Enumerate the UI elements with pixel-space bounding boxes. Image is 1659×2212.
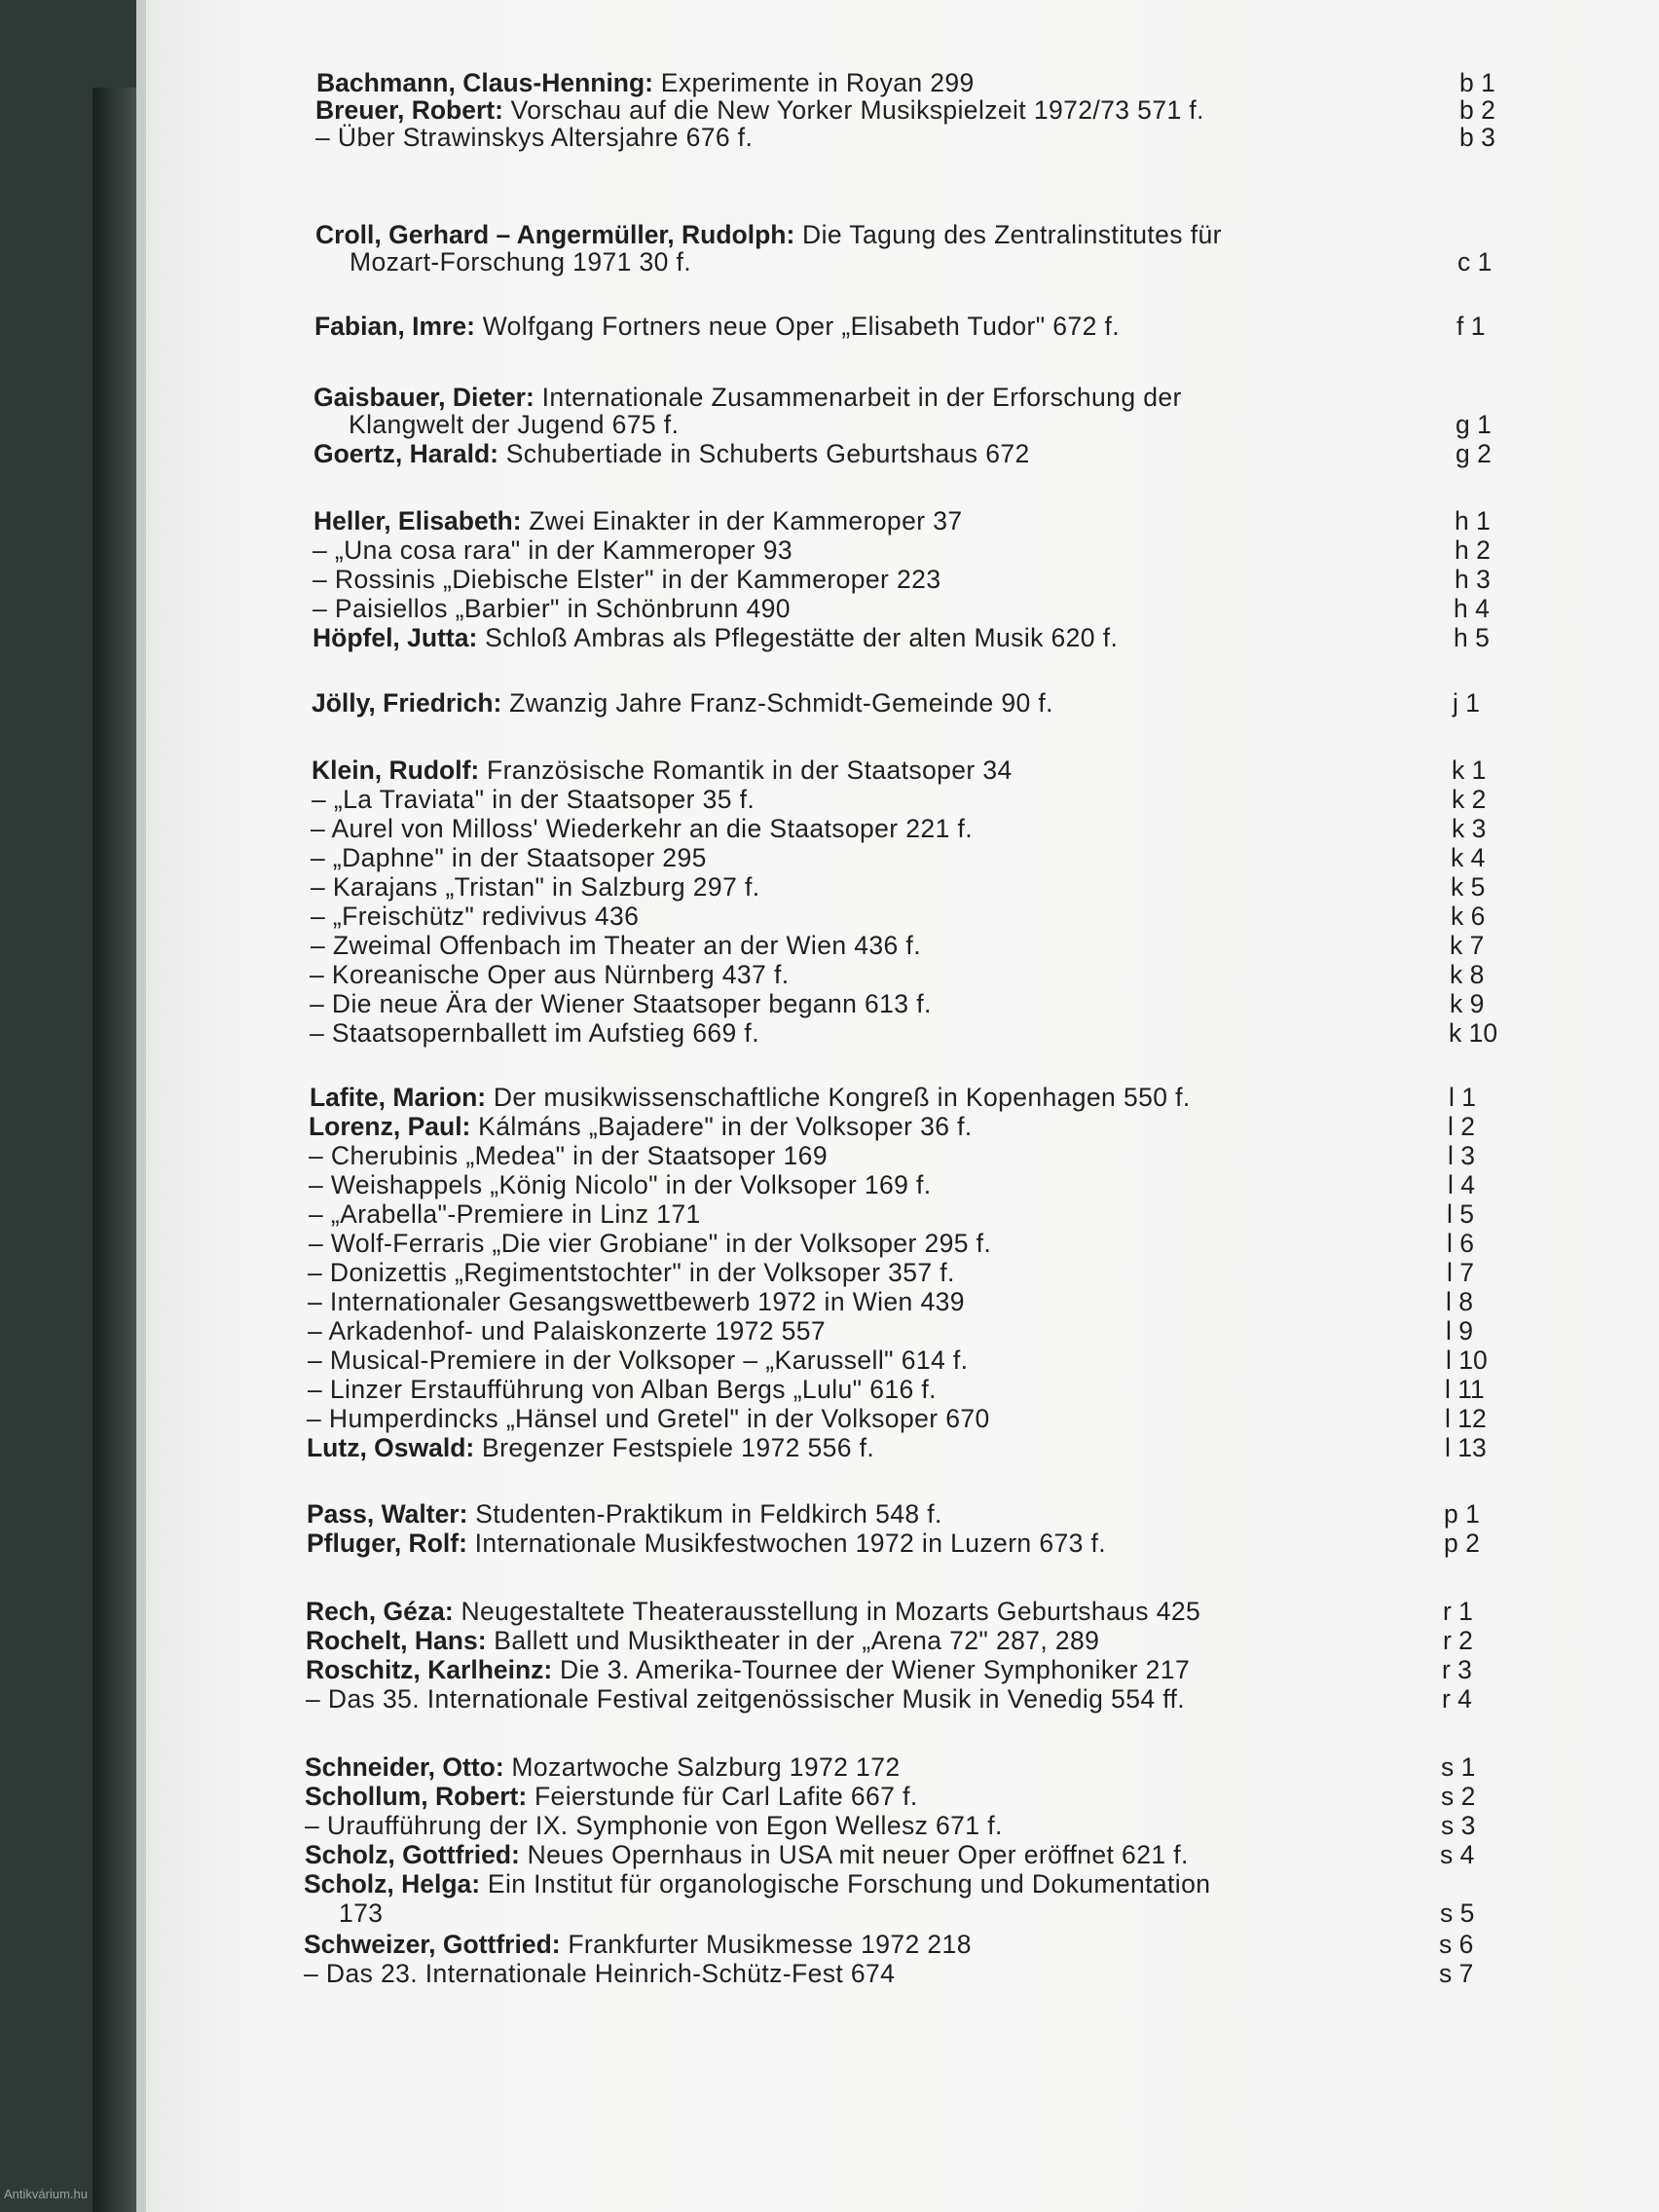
entry-code: k 3 (1452, 814, 1487, 843)
entry-code: b 3 (1459, 123, 1495, 152)
entry-title: Bregenzer Festspiele 1972 556 f. (474, 1433, 875, 1462)
entry-text (309, 1199, 701, 1230)
entry-code: l 1 (1449, 1083, 1476, 1112)
entry-code: l 11 (1445, 1375, 1485, 1404)
entry-text (307, 1433, 874, 1463)
index-entry (146, 1811, 1659, 1844)
index-entry (146, 565, 1659, 598)
entry-text (313, 506, 962, 536)
entry-title: – Über Strawinskys Altersjahre 676 f. (315, 123, 754, 152)
entry-title: Feierstunde für Carl Lafite 667 f. (527, 1782, 918, 1811)
entry-code: k 10 (1449, 1018, 1498, 1048)
index-entry (146, 1930, 1659, 1963)
entry-text (308, 1258, 955, 1288)
entry-text (307, 1529, 1106, 1559)
index-entry (146, 1899, 1659, 1932)
entry-title: Schubertiade in Schuberts Geburtshaus 672 (498, 439, 1030, 468)
entry-code: l 8 (1446, 1287, 1473, 1316)
index-entry (146, 960, 1659, 993)
entry-code: r 3 (1442, 1655, 1472, 1684)
entry-title: Ein Institut für organologische Forschung und Dokumentation (480, 1869, 1211, 1899)
entry-text (312, 756, 1013, 786)
index-entry (146, 439, 1659, 472)
entry-text (312, 688, 1053, 719)
entry-author: Schneider, Otto: (305, 1752, 504, 1782)
entry-text (304, 1869, 1210, 1899)
entry-title: – „Una cosa rara" in der Kammeroper 93 (313, 535, 793, 565)
index-entry (146, 1018, 1659, 1051)
entry-title: – Das 23. Internationale Heinrich-Schütz-Fest 674 (304, 1959, 896, 1988)
entry-text (308, 1287, 965, 1317)
entry-code: r 4 (1442, 1684, 1472, 1714)
index-entry (146, 785, 1659, 818)
entry-code: k 6 (1451, 902, 1486, 931)
entry-title: Studenten-Praktikum in Feldkirch 548 f. (467, 1499, 942, 1529)
entry-text (350, 247, 691, 277)
entry-author: Scholz, Helga: (304, 1869, 481, 1899)
entry-text (307, 1404, 990, 1434)
index-entry (146, 1529, 1659, 1562)
entry-code: l 9 (1446, 1316, 1473, 1346)
index-entry (146, 1199, 1659, 1233)
index-entry (146, 1112, 1659, 1145)
entry-title: Frankfurter Musikmesse 1972 218 (560, 1930, 972, 1959)
index-entry (146, 623, 1659, 656)
entry-title: Die Tagung des Zentralinstitutes für (794, 220, 1222, 249)
entry-author: Lutz, Oswald: (307, 1433, 475, 1462)
entry-text (306, 1597, 1200, 1627)
entry-text (308, 1375, 937, 1405)
entry-text (305, 1811, 1003, 1841)
entry-title: – Aurel von Milloss' Wiederkehr an die Staatsoper 221 f. (311, 814, 973, 843)
entry-text (308, 1346, 968, 1376)
entry-title: Internationale Musikfestwochen 1972 in Luzern 673 f. (466, 1529, 1107, 1558)
index-entry (146, 989, 1659, 1022)
entry-author: Jölly, Friedrich: (312, 688, 502, 718)
entry-title: Zwanzig Jahre Franz-Schmidt-Gemeinde 90 f. (501, 688, 1053, 718)
entry-text (304, 1930, 972, 1960)
entry-title: – Internationaler Gesangswettbewerb 1972 in Wien 439 (308, 1287, 965, 1316)
index-entry (146, 535, 1659, 569)
entry-title: Mozart-Forschung 1971 30 f. (350, 247, 692, 276)
entry-title: – Humperdincks „Hänsel und Gretel" in der Volksoper 670 (307, 1404, 990, 1433)
entry-text (315, 123, 753, 153)
entry-title: – Donizettis „Regimentstochter" in der Volksoper 357 f. (308, 1258, 955, 1287)
entry-title: Neugestaltete Theaterausstellung in Mozarts Geburtshaus 425 (453, 1597, 1201, 1626)
entry-title: – Wolf-Ferraris „Die vier Grobiane" in der Volksoper 295 f. (309, 1229, 992, 1258)
entry-code: f 1 (1456, 312, 1486, 341)
index-entry (146, 1375, 1659, 1408)
index-entries (146, 0, 1659, 2212)
entry-title: Zwei Einakter in der Kammeroper 37 (521, 506, 963, 535)
entry-code: p 2 (1444, 1529, 1480, 1558)
entry-title: Kálmáns „Bajadere" in der Volksoper 36 f. (470, 1112, 973, 1141)
entry-code: l 7 (1447, 1258, 1474, 1287)
index-entry (146, 1959, 1659, 1992)
entry-author: Croll, Gerhard – Angermüller, Rudolph: (315, 220, 795, 249)
entry-title: – Weishappels „König Nicolo" in der Volksoper 169 f. (309, 1170, 932, 1199)
entry-text (306, 1655, 1190, 1685)
entry-text (349, 410, 679, 440)
index-entry (146, 814, 1659, 847)
entry-text (309, 1112, 973, 1142)
index-entry (146, 1597, 1659, 1630)
entry-title: Mozartwoche Salzburg 1972 172 (503, 1752, 901, 1782)
entry-text (310, 1018, 759, 1049)
entry-title: – Staatsopernballett im Aufstieg 669 f. (310, 1018, 759, 1048)
index-entry (146, 1170, 1659, 1203)
entry-title: – „La Traviata" in der Staatsoper 35 f. (312, 785, 756, 814)
entry-title: – Karajans „Tristan" in Salzburg 297 f. (311, 872, 760, 902)
entry-code: k 7 (1450, 931, 1485, 960)
entry-text (304, 1959, 895, 1989)
entry-code: c 1 (1457, 247, 1493, 276)
index-entry (146, 1869, 1659, 1902)
entry-text (313, 535, 793, 566)
entry-code: l 3 (1448, 1141, 1475, 1170)
index-entry (146, 1083, 1659, 1116)
index-entry (146, 931, 1659, 964)
index-entry (146, 1782, 1659, 1815)
entry-code: l 6 (1447, 1229, 1474, 1258)
entry-code: p 1 (1444, 1499, 1480, 1529)
index-entry (146, 1499, 1659, 1532)
index-entry (146, 1684, 1659, 1717)
entry-author: Gaisbauer, Dieter: (313, 383, 535, 412)
entry-text (316, 68, 975, 98)
entry-text (311, 843, 707, 873)
entry-title: – Rossinis „Diebische Elster" in der Kammeroper 223 (313, 565, 941, 594)
index-entry (146, 410, 1659, 443)
entry-code: k 5 (1451, 872, 1486, 902)
entry-text (310, 1083, 1191, 1113)
entry-code: s 7 (1439, 1959, 1474, 1988)
entry-author: Lafite, Marion: (310, 1083, 487, 1112)
entry-code: j 1 (1453, 688, 1480, 718)
entry-title: – Das 35. Internationale Festival zeitgenössischer Musik in Venedig 554 ff. (306, 1684, 1186, 1714)
index-entry (146, 688, 1659, 721)
index-entry (146, 1655, 1659, 1688)
entry-text (313, 594, 791, 624)
index-entry (146, 1752, 1659, 1786)
entry-title: – Paisiellos „Barbier" in Schönbrunn 490 (313, 594, 791, 623)
entry-author: Schweizer, Gottfried: (304, 1930, 561, 1959)
index-entry (146, 1229, 1659, 1262)
entry-text (310, 989, 932, 1019)
entry-code: l 2 (1448, 1112, 1475, 1141)
entry-code: l 12 (1445, 1404, 1487, 1433)
entry-code: h 5 (1454, 623, 1490, 652)
index-entry (146, 1840, 1659, 1873)
entry-text (313, 565, 940, 595)
entry-title: – Die neue Ära der Wiener Staatsoper begann 613 f. (310, 989, 932, 1018)
entry-title: Klangwelt der Jugend 675 f. (349, 410, 680, 439)
entry-title: – Koreanische Oper aus Nürnberg 437 f. (310, 960, 790, 989)
entry-code: g 2 (1456, 439, 1492, 468)
entry-title: Wolfgang Fortners neue Oper „Elisabeth Tudor" 672 f. (474, 312, 1120, 341)
entry-title: – Uraufführung der IX. Symphonie von Egon Wellesz 671 f. (305, 1811, 1003, 1840)
entry-code: k 2 (1452, 785, 1487, 814)
entry-title: Experimente in Royan 299 (653, 68, 975, 97)
entry-code: h 3 (1455, 565, 1491, 594)
index-entry (146, 1258, 1659, 1291)
entry-code: g 1 (1456, 410, 1492, 439)
index-entry (146, 902, 1659, 935)
entry-text (315, 220, 1222, 250)
entry-text (311, 931, 921, 961)
entry-text (314, 312, 1120, 342)
entry-title: – „Freischütz" redivivus 436 (311, 902, 640, 931)
entry-title: 173 (339, 1899, 384, 1928)
entry-author: Rochelt, Hans: (306, 1626, 487, 1655)
index-entry (146, 1404, 1659, 1437)
entry-title: Vorschau auf die New Yorker Musikspielzeit 1972/73 571 f. (502, 95, 1204, 125)
entry-code: k 4 (1451, 843, 1486, 872)
entry-text (313, 623, 1118, 653)
entry-text (311, 814, 973, 844)
entry-title: Der musikwissenschaftliche Kongreß in Kopenhagen 550 f. (486, 1083, 1191, 1112)
entry-text (315, 95, 1204, 126)
entry-title: Neues Opernhaus in USA mit neuer Oper eröffnet 621 f. (519, 1840, 1189, 1869)
entry-code: h 2 (1455, 535, 1491, 565)
entry-author: Roschitz, Karlheinz: (306, 1655, 553, 1684)
entry-code: b 1 (1459, 68, 1495, 97)
entry-author: Heller, Elisabeth: (313, 506, 522, 535)
entry-title: Internationale Zusammenarbeit in der Erforschung der (534, 383, 1182, 412)
entry-code: s 3 (1441, 1811, 1476, 1840)
entry-code: k 1 (1452, 756, 1487, 785)
entry-author: Bachmann, Claus-Henning: (316, 68, 654, 97)
entry-code: s 5 (1440, 1899, 1475, 1928)
entry-code: r 1 (1443, 1597, 1473, 1626)
index-entry (146, 506, 1659, 539)
entry-text (313, 439, 1030, 469)
entry-author: Scholz, Gottfried: (305, 1840, 520, 1869)
entry-text (305, 1782, 918, 1812)
entry-author: Lorenz, Paul: (309, 1112, 471, 1141)
index-entry (146, 594, 1659, 627)
entry-code: s 4 (1440, 1840, 1475, 1869)
entry-text (306, 1684, 1185, 1714)
entry-title: Ballett und Musiktheater in der „Arena 72" 287, 289 (486, 1626, 1100, 1655)
entry-text (339, 1899, 383, 1929)
entry-author: Goertz, Harald: (313, 439, 498, 468)
entry-text (308, 1316, 826, 1346)
index-entry (146, 1626, 1659, 1659)
index-entry (146, 843, 1659, 876)
watermark: Antikvárium.hu (4, 2187, 88, 2201)
entry-text (309, 1229, 991, 1259)
entry-title: – Cherubinis „Medea" in der Staatsoper 169 (309, 1141, 828, 1170)
entry-text (309, 1170, 932, 1200)
entry-title: – „Daphne" in der Staatsoper 295 (311, 843, 707, 872)
index-entry (146, 312, 1659, 345)
entry-code: k 8 (1450, 960, 1485, 989)
entry-title: – Arkadenhof- und Palaiskonzerte 1972 557 (308, 1316, 827, 1346)
entry-code: s 2 (1441, 1782, 1476, 1811)
index-entry (146, 1433, 1659, 1466)
index-entry (146, 1316, 1659, 1349)
index-entry (146, 123, 1659, 156)
entry-title: – Zweimal Offenbach im Theater an der Wien 436 f. (311, 931, 921, 960)
entry-text (311, 872, 760, 903)
entry-code: l 13 (1445, 1433, 1487, 1462)
entry-text (309, 1141, 828, 1171)
entry-title: Die 3. Amerika-Tournee der Wiener Symphoniker 217 (552, 1655, 1191, 1684)
entry-code: k 9 (1450, 989, 1485, 1018)
index-entry (146, 756, 1659, 789)
entry-title: – Musical-Premiere in der Volksoper – „Karussell" 614 f. (308, 1346, 969, 1375)
entry-text (305, 1840, 1189, 1870)
entry-author: Rech, Géza: (306, 1597, 454, 1626)
index-entry (146, 1141, 1659, 1174)
entry-title: – Linzer Erstaufführung von Alban Bergs „Lulu" 616 f. (308, 1375, 937, 1404)
entry-code: s 6 (1439, 1930, 1474, 1959)
index-entry (146, 1287, 1659, 1320)
entry-title: – „Arabella"-Premiere in Linz 171 (309, 1199, 701, 1229)
entry-text (311, 902, 639, 932)
entry-code: l 5 (1447, 1199, 1474, 1229)
entry-code: l 10 (1446, 1346, 1488, 1375)
entry-code: h 4 (1454, 594, 1490, 623)
entry-code: b 2 (1459, 95, 1495, 125)
entry-author: Klein, Rudolf: (312, 756, 480, 785)
entry-text (305, 1752, 900, 1783)
entry-text (307, 1499, 942, 1530)
index-entry (146, 1346, 1659, 1379)
entry-text (313, 383, 1182, 413)
index-entry (146, 872, 1659, 905)
entry-author: Schollum, Robert: (305, 1782, 528, 1811)
entry-text (312, 785, 755, 815)
entry-author: Breuer, Robert: (315, 95, 503, 125)
entry-author: Pass, Walter: (307, 1499, 468, 1529)
index-entry (146, 247, 1659, 280)
entry-author: Höpfel, Jutta: (313, 623, 478, 652)
entry-text (310, 960, 790, 990)
entry-author: Pfluger, Rolf: (307, 1529, 467, 1558)
entry-title: Französische Romantik in der Staatsoper 34 (479, 756, 1013, 785)
entry-title: Schloß Ambras als Pflegestätte der alten Musik 620 f. (477, 623, 1119, 652)
entry-code: s 1 (1441, 1752, 1476, 1782)
entry-text (306, 1626, 1099, 1656)
entry-code: h 1 (1455, 506, 1491, 535)
entry-code: r 2 (1443, 1626, 1473, 1655)
entry-code: l 4 (1448, 1170, 1475, 1199)
entry-author: Fabian, Imre: (314, 312, 475, 341)
